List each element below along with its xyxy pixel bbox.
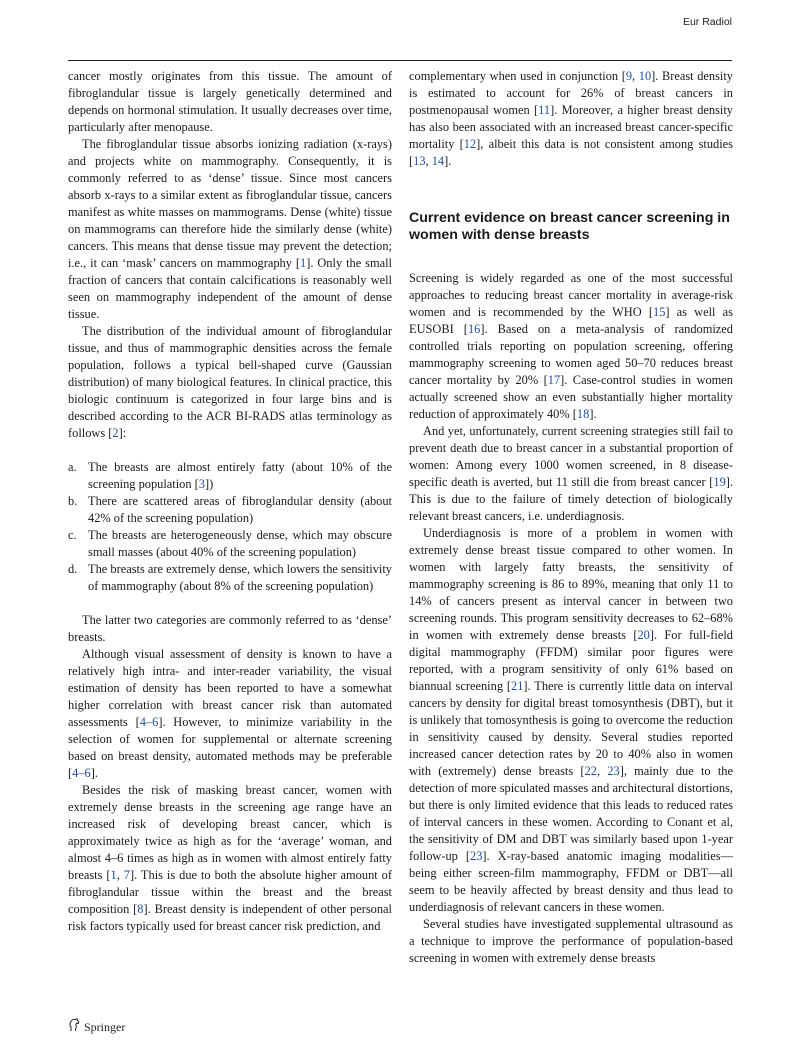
journal-name: Eur Radiol bbox=[682, 16, 732, 28]
paragraph: complementary when used in conjunction [9, 10]. Breast density is estimated to account for 26% of breast cancers in postmenopausal women [11]. Moreover, a higher breast density has also been associated with an increased breast cancer-specific mortality [12], albeit this data is not consistent among studies [13, 14]. bbox=[409, 69, 734, 168]
paragraph: Underdiagnosis is more of a problem in women with extremely dense breast tissue compared to other women. In women with largely fatty breasts, the sensitivity of mammography screening is 86 to 89%, meaning that only 11 to 14% of cancers present as interval cancer in between two screening rounds. This program sensitivity decreases to 62–68% in women with extremely dense breasts [20]. For full-field digital mammography (FFDM) similar poor figures were reported, with a program sensitivity of only 61% based on biannual screening [21]. There is currently little data on interval cancers by density for digital breast tomosynthesis (DBT), but it is unlikely that tomosynthesis is going to overcome the reduction in sensitivity caused by density. Several studies reported increased cancer detection rates by 20 to 40% also in women with (extremely) dense breasts [22, 23], mainly due to the detection of more spiculated masses and architectural distortions, but there is only limited evidence that this leads to reduced rates of interval cancers in these women. According to Conant et al, the sensitivity of DM and DBT was similarly based upon 1-year follow-up [23]. X-ray-based anatomic imaging modalities—being either screen-film mammography, FFDM or DBT—all seem to be heavily affected by breast density and thus lead to underdiagnosis of relevant cancers in these women. bbox=[409, 526, 733, 914]
list-marker: a. bbox=[68, 460, 77, 474]
paragraph: Besides the risk of masking breast cancer, women with extremely dense breasts in the screening age range have an increased risk of developing breast cancer, which is approximately twice as high as for the ‘average’ woman, and almost 4–6 times as high as in women with almost entirely fatty breasts [1, 7]. This is due to both the absolute higher amount of fibroglandular tissue within the breast and the breast composition [8]. Breast density is independent of other personal risk factors typically used for breast cancer risk prediction, and bbox=[68, 783, 392, 933]
citation-link[interactable]: 18 bbox=[576, 407, 590, 421]
left-column bbox=[68, 68, 392, 935]
citation-link[interactable]: 1 bbox=[300, 256, 307, 270]
citation-link[interactable]: 9 bbox=[625, 69, 633, 83]
header-rule bbox=[68, 60, 732, 61]
paragraph: Several studies have investigated supplemental ultrasound as a technique to improve the performance of population-based screening in women with extremely dense breasts bbox=[409, 917, 733, 965]
citation-link[interactable]: 4–6 bbox=[72, 766, 91, 780]
springer-horse-icon bbox=[68, 1018, 80, 1036]
citation-link[interactable]: 17 bbox=[547, 373, 561, 387]
citation-link[interactable]: 16 bbox=[467, 322, 481, 336]
paragraph: The latter two categories are commonly referred to as ‘dense’ breasts. bbox=[68, 613, 392, 644]
list-marker: c. bbox=[68, 528, 77, 542]
citation-link[interactable]: 20 bbox=[637, 628, 650, 642]
citation-link[interactable]: 23 bbox=[607, 764, 620, 778]
section-heading: Current evidence on breast cancer screening in women with dense breasts bbox=[409, 210, 730, 243]
paragraph: cancer mostly originates from this tissue. The amount of fibroglandular tissue is largely genetically determined and depends on hormonal stimulation. It usually decreases over time, particularly after menopause. bbox=[68, 69, 392, 134]
publisher-logo bbox=[68, 1018, 125, 1036]
citation-link[interactable]: 23 bbox=[470, 849, 483, 863]
list-item: b. There are scattered areas of fibroglandular density (about 42% of the screening population) bbox=[68, 494, 392, 525]
citation-link[interactable]: 8 bbox=[137, 902, 144, 916]
list-item: a. The breasts are almost entirely fatty (about 10% of the screening population [3]) bbox=[68, 460, 392, 491]
density-category-list bbox=[68, 459, 392, 595]
list-item: d. The breasts are extremely dense, which lowers the sensitivity of mammography (about 8% of the screening population) bbox=[68, 562, 392, 593]
citation-link[interactable]: 21 bbox=[511, 679, 524, 693]
list-marker: b. bbox=[68, 494, 78, 508]
citation-link[interactable]: 19 bbox=[713, 475, 726, 489]
citation-link[interactable]: 11 bbox=[538, 103, 551, 117]
publisher-name: Springer bbox=[84, 1019, 126, 1034]
citation-link[interactable]: 3 bbox=[198, 477, 205, 491]
list-item: c. The breasts are heterogeneously dense, which may obscure small masses (about 40% of the screening population) bbox=[68, 528, 392, 559]
citation-link[interactable]: 10 bbox=[638, 69, 652, 83]
paragraph: Although visual assessment of density is known to have a relatively high intra- and inter-reader variability, the visual estimation of density has been reported to have a somewhat higher correlation with breast cancer risk than automated assessments [4–6]. However, to minimize variability in the selection of women for supplemental or alternate screening based on breast density, automated methods may be preferable [4–6]. bbox=[68, 647, 392, 780]
citation-link[interactable]: 1 bbox=[110, 868, 117, 882]
citation-link[interactable]: 4–6 bbox=[139, 715, 159, 729]
citation-link[interactable]: 2 bbox=[112, 426, 119, 440]
citation-link[interactable]: 15 bbox=[653, 305, 666, 319]
paragraph: The fibroglandular tissue absorbs ionizing radiation (x-rays) and projects white on mammography. Consequently, it is commonly referred to as ‘dense’ tissue. Since most cancers absorb x-rays to a similar extent as fibroglandular tissue, cancers manifest as white masses on mammograms. Dense (white) tissue on mammograms can therefore hide the similarly dense (white) cancers. This means that dense tissue may prevent the detection; i.e., it can ‘mask’ cancers on mammography [1]. Only the small fraction of cancers that contain calcifications is reasonably well seen on mammography independent of the amount of dense tissue. bbox=[68, 137, 392, 321]
right-column bbox=[409, 68, 733, 967]
citation-link[interactable]: 13 bbox=[413, 154, 426, 168]
citation-link[interactable]: 12 bbox=[463, 137, 477, 151]
citation-link[interactable]: 14 bbox=[431, 154, 445, 168]
list-marker: d. bbox=[68, 562, 78, 576]
citation-link[interactable]: 22 bbox=[584, 764, 597, 778]
paragraph: Screening is widely regarded as one of the most successful approaches to reducing breast cancer mortality in average-risk women and is recommended by the WHO [15] as well as EUSOBI [16]. Based on a meta-analysis of randomized controlled trials reporting on population screening, offering mammography screening to women aged 50–70 reduces breast cancer mortality by 20% [17]. Case-control studies in women actually screened show an even substantially higher mortality reduction of approximately 40% [18]. bbox=[409, 271, 733, 421]
paragraph: The distribution of the individual amount of fibroglandular tissue, and thus of mammographic densities across the female population, follows a typical bell-shaped curve (Gaussian distribution) of many biological features. In clinical practice, this biologic continuum is categorized in four large bins and is described according to the ACR BI-RADS atlas terminology as follows [2]: bbox=[68, 324, 392, 440]
paragraph: And yet, unfortunately, current screening strategies still fail to prevent death due to breast cancer in a substantial proportion of women: Among every 1000 women screened, in 8 disease-specific death is averted, but 11 still die from breast cancer [19]. This is due to the failure of timely detection of biologically relevant breast cancers, i.e. underdiagnosis. bbox=[409, 424, 733, 523]
citation-link[interactable]: 7 bbox=[123, 868, 130, 882]
